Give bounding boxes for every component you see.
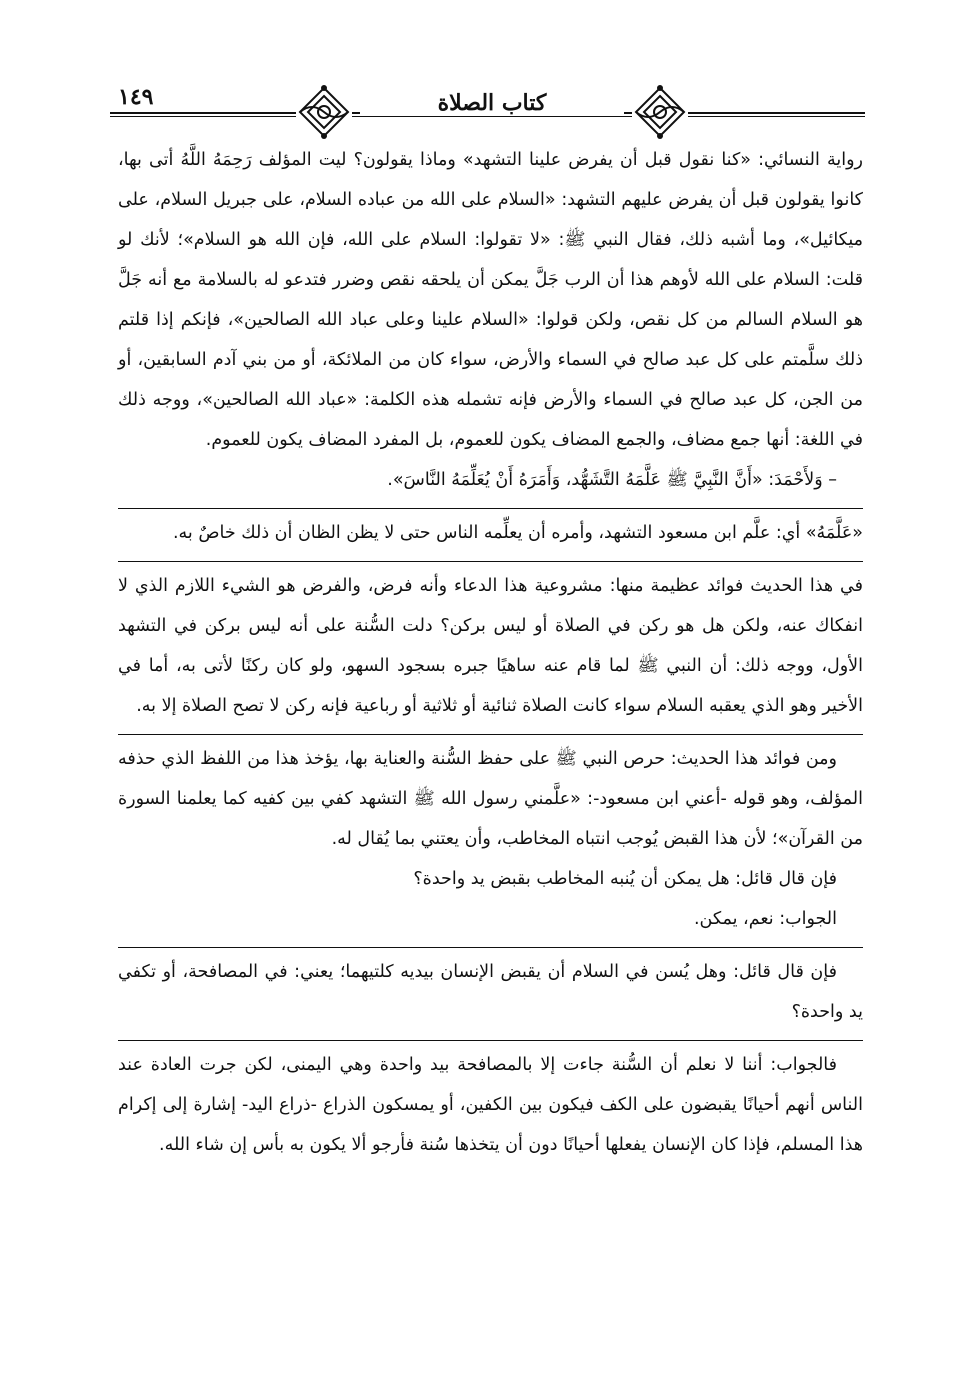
paragraph: «عَلَّمَهُ» أي: علَّم ابن مسعود التشهد، وأمره أن يعلِّمه الناس حتى لا يظن الظان أن ذلك خاصٌ به. <box>118 508 863 553</box>
ornament-right-icon <box>632 84 688 140</box>
question: فإن قال قائل: هل يمكن أن يُنبه المخاطب بقبض يد واحدة؟ <box>413 869 837 889</box>
page-number: ١٤٩ <box>118 84 154 110</box>
book-title: كتاب الصلاة <box>360 90 624 116</box>
paragraph: ومن فوائد هذا الحديث: حرص النبي ﷺ على حفظ السُّنة والعناية بها، يؤخذ هذا من اللفظ الذي حذفه المؤلف، وهو قوله -أعني ابن مسعود-: «علَّمني رسول الله ﷺ التشهد كفي بين كفيه كما يعلمنا السورة من القرآن»؛ لأن هذا القبض يُوجب انتباه المخاطب، وأن يعتني بما يُقال له. <box>118 734 863 859</box>
hadith-line: – وَلأَحْمَدَ: «أَنَّ النَّبِيَّ ﷺ عَلَّمَهُ التَّشَهُّد، وَأَمَرَهُ أَنْ يُعَلِّمَهُ النَّاسَ». <box>387 470 837 490</box>
answer: فالجواب: أننا لا نعلم أن السُّنة جاءت إلا بالمصافحة بيد واحدة وهي اليمنى، لكن جرت العادة عند الناس أنهم أحيانًا يقبضون على الكف فيكون بين الكفين، أو يمسكون الذراع -ذراع اليد- إشارة إلى إكرام هذا المسلم، فإذا كان الإنسان يفعلها أحيانًا دون أن يتخذها سُنة فأرجو ألا يكون به بأس إن شاء الله. <box>118 1040 863 1165</box>
question: فإن قال قائل: وهل يُسن في السلام أن يقبض الإنسان بيديه كلتيهما؛ يعني: في المصافحة، أو تكفي يد واحدة؟ <box>118 947 863 1032</box>
paragraph: رواية النسائي: «كنا نقول قبل أن يفرض علينا التشهد» وماذا يقولون؟ ليت المؤلف رَحِمَهُ اللَّهُ أتى بها، كانوا يقولون قبل أن يفرض عليهم التشهد: «السلام على الله من عباده السلام، على جبريل السلام، على ميكائيل»، وما أشبه ذلك، فقال النبي ﷺ: «لا تقولوا: السلام على الله، فإن الله هو السلام»؛ لأنك لو قلت: السلام على الله لأوهم هذا أن الرب جَلَّ يمكن أن يلحقه نقص وضرر فتدعو له بالسلامة مع أنه جَلَّ هو السلام السالم من كل نقص، ولكن قولوا: «السلام علينا وعلى عباد الله الصالحين»، فإنكم إذا قلتم ذلك سلَّمتم على كل عبد صالح في السماء والأرض، سواء كان من الملائكة، أو من بني آدم السابقين، أو من الجن، كل عبد صالح في السماء والأرض فإنه تشمله هذه الكلمة: «عباد الله الصالحين»، ووجه ذلك في اللغة: أنها جمع مضاف، والجمع المضاف يكون للعموم، بل المفرد المضاف يكون للعموم. <box>118 150 863 450</box>
answer: الجواب: نعم، يمكن. <box>693 909 837 929</box>
page-body <box>118 140 863 1165</box>
header-rule-thin <box>110 116 865 117</box>
ornament-left-icon <box>296 84 352 140</box>
paragraph: في هذا الحديث فوائد عظيمة منها: مشروعية هذا الدعاء وأنه فرض، والفرض هو الشيء اللازم الذي لا انفكاك عنه، ولكن هل هو ركن في الصلاة أو ليس بركن؟ دلت السُّنة على أنه ليس بركن في التشهد الأول، ووجه ذلك: أن النبي ﷺ لما قام عنه ساهيًا جبره بسجود السهو، ولو كان ركنًا لأتى به، أما في الأخير وهو الذي يعقبه السلام سواء كانت الصلاة ثنائية أو ثلاثية أو رباعية فإنه ركن لا تصح الصلاة إلا به. <box>118 561 863 726</box>
